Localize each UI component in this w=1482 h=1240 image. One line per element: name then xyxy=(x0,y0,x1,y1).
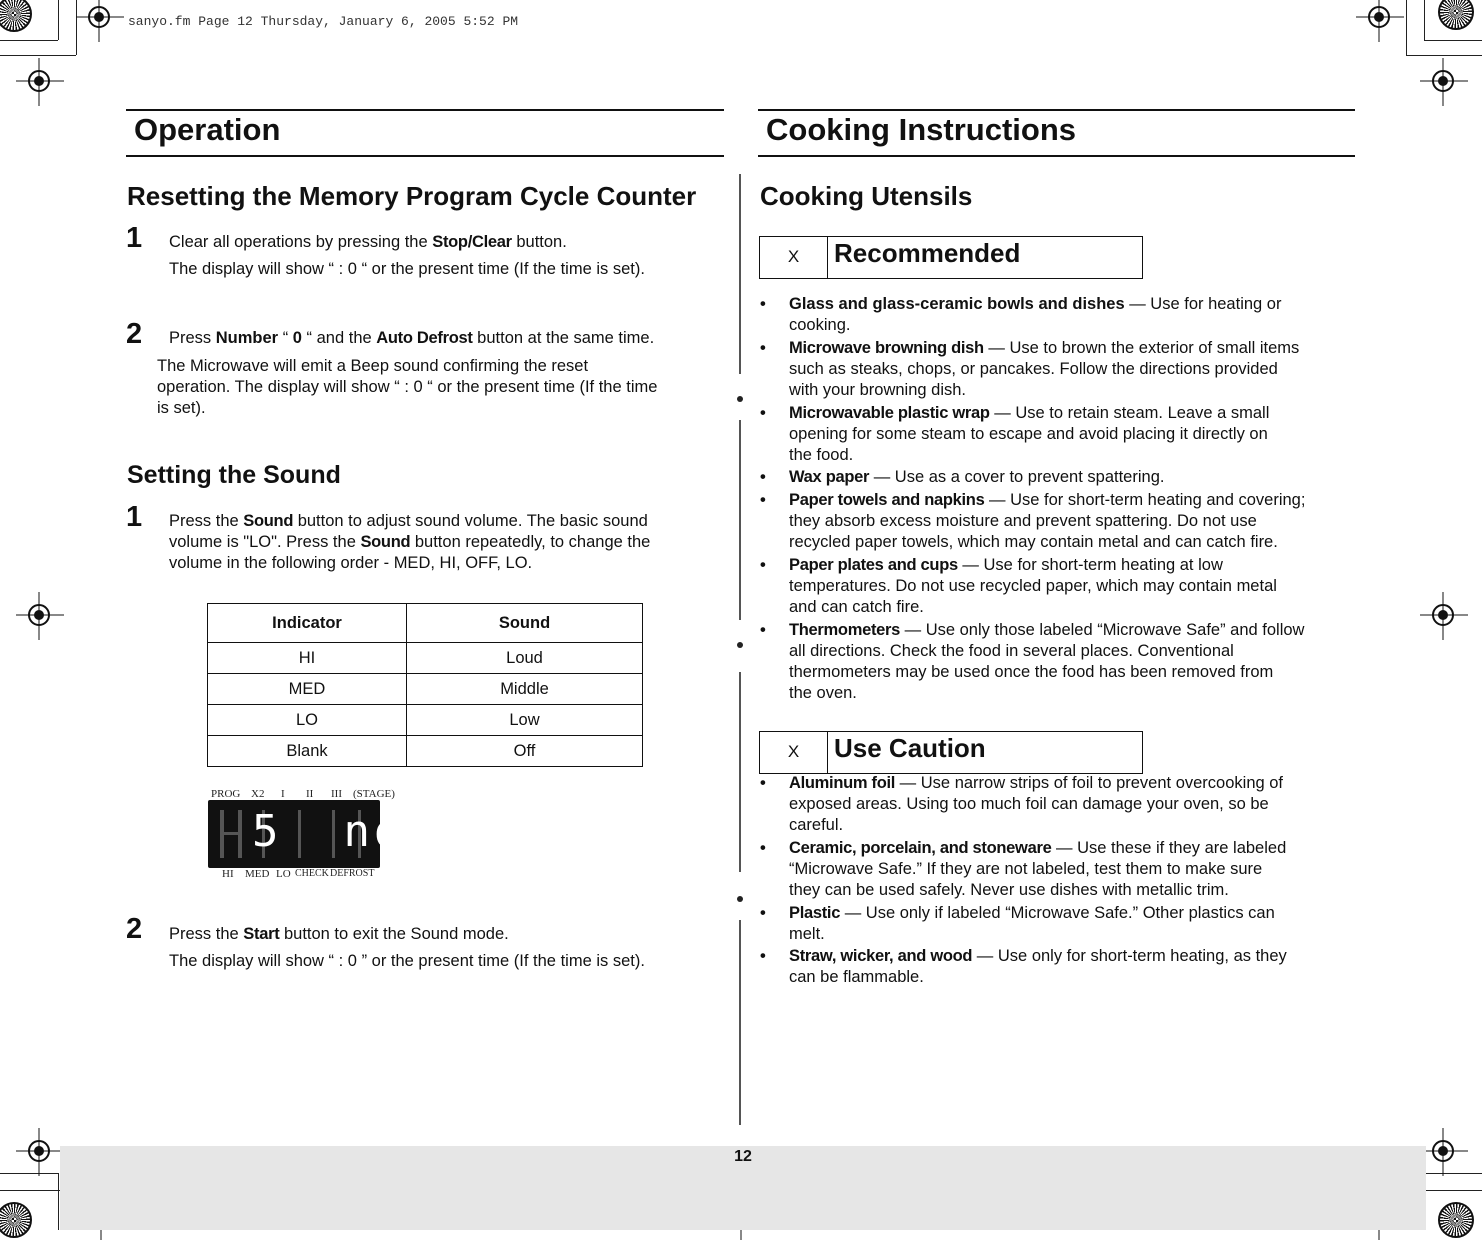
color-bar-star-icon xyxy=(0,1202,32,1238)
sound-button-label: Sound xyxy=(243,512,294,530)
list-item-text: Glass and glass-ceramic bowls and dishes — Use for heating or cooking. xyxy=(789,295,1282,334)
utensil-term: Aluminum foil xyxy=(789,774,896,792)
column-divider xyxy=(739,672,741,872)
number-button-label: Number xyxy=(215,329,279,347)
lcd-label-stage-1: I xyxy=(281,788,285,800)
utensil-term: Plastic xyxy=(789,904,841,922)
caution-header-box xyxy=(759,731,1143,774)
section-title-cooking-instructions: Cooking Instructions xyxy=(766,112,1076,147)
print-header: sanyo.fm Page 12 Thursday, January 6, 2005 5:52 PM xyxy=(128,14,519,29)
utensil-term: Microwave browning dish xyxy=(789,339,984,357)
sound-button-label: Sound xyxy=(360,533,411,551)
auto-defrost-button-label: Auto Defrost xyxy=(376,329,473,347)
reset-step1-note: The display will show “ : 0 “ or the present time (If the time is set). xyxy=(169,260,645,278)
lcd-label-lo: LO xyxy=(276,868,291,880)
section-title-operation: Operation xyxy=(134,112,281,147)
list-item-text: Plastic — Use only if labeled “Microwave Safe.” Other plastics can melt. xyxy=(789,904,1275,943)
sound-step1-text: Press the Sound button to adjust sound volume. The basic sound volume is "LO". Press the Sound button repeatedly, to change the volume in the following order - MED, HI, OFF, LO. xyxy=(169,512,651,572)
bullet-icon: • xyxy=(760,904,766,922)
recommended-label: Recommended xyxy=(834,238,1021,268)
section-rule-bottom xyxy=(758,155,1355,157)
utensil-term: Thermometers xyxy=(789,621,901,639)
bullet-icon: • xyxy=(760,491,766,509)
utensil-term: Paper towels and napkins xyxy=(789,491,985,509)
reset-step1-text: Clear all operations by pressing the Stop/Clear button. xyxy=(169,233,567,251)
utensil-term: Wax paper xyxy=(789,468,870,486)
step-number: 2 xyxy=(126,913,143,945)
utensil-term: Glass and glass-ceramic bowls and dishes xyxy=(789,295,1125,313)
bullet-icon: • xyxy=(760,339,766,357)
bullet-icon: • xyxy=(760,947,766,965)
lcd-label-prog: PROG xyxy=(211,788,241,800)
utensil-term: Microwavable plastic wrap xyxy=(789,404,990,422)
list-item-text: Microwave browning dish — Use to brown the exterior of small items such as steaks, chops, or pancakes. Follow the directions provided with your browning dish. xyxy=(789,339,1300,399)
divider-dot xyxy=(737,642,743,648)
bullet-icon: • xyxy=(760,295,766,313)
step-number: 2 xyxy=(126,318,143,350)
table-row: LO Low xyxy=(208,705,643,736)
step-number: 1 xyxy=(126,501,143,533)
list-item-text: Microwavable plastic wrap — Use to retain steam. Leave a small opening for some steam to escape and avoid placing it directly on the food. xyxy=(789,404,1270,464)
bullet-icon: • xyxy=(760,621,766,639)
start-button-label: Start xyxy=(243,925,280,943)
lcd-label-stage-3: III xyxy=(331,788,342,800)
page-footer xyxy=(60,1146,1426,1230)
lcd-label-defrost: DEFROST xyxy=(330,868,375,879)
bullet-icon: • xyxy=(760,774,766,792)
column-header: Sound xyxy=(407,604,643,643)
lcd-label-med: MED xyxy=(245,868,270,880)
color-bar-star-icon xyxy=(1438,1202,1474,1238)
section-rule-bottom xyxy=(126,155,724,157)
color-bar-star-icon xyxy=(1438,0,1474,30)
registration-mark-icon xyxy=(88,6,110,28)
bullet-icon: • xyxy=(760,404,766,422)
list-item-text: Straw, wicker, and wood — Use only for short-term heating, as they can be flammable. xyxy=(789,947,1287,986)
utensil-term: Ceramic, porcelain, and stoneware xyxy=(789,839,1052,857)
recommended-header-box xyxy=(759,236,1143,279)
sound-table xyxy=(207,603,643,767)
registration-mark-icon xyxy=(1432,1140,1454,1162)
reset-step2-text: Press Number “ 0 “ and the Auto Defrost button at the same time. xyxy=(169,329,655,347)
caution-mark: X xyxy=(760,732,828,773)
list-item-text: Ceramic, porcelain, and stoneware — Use these if they are labeled “Microwave Safe.” If they are not labeled, test them to make sure they can be used safely. Never use dishes with metallic trim. xyxy=(789,839,1287,899)
lcd-label-hi: HI xyxy=(222,868,234,880)
color-bar-star-icon xyxy=(0,0,32,32)
table-row: HI Loud xyxy=(208,643,643,674)
recommended-mark: X xyxy=(760,237,828,278)
registration-mark-icon xyxy=(28,1140,50,1162)
utensil-term: Straw, wicker, and wood xyxy=(789,947,973,965)
list-item-text: Thermometers — Use only those labeled “Microwave Safe” and follow all directions. Check the food in several places. Conventional thermometers may be used once the food has been removed from the oven. xyxy=(789,621,1305,702)
heading-reset-counter: Resetting the Memory Program Cycle Counter xyxy=(127,181,697,211)
section-rule-top xyxy=(126,109,724,111)
table-row: Blank Off xyxy=(208,736,643,767)
list-item-text: Aluminum foil — Use narrow strips of foil to prevent overcooking of exposed areas. Using too much foil can damage your oven, so be careful. xyxy=(789,774,1284,834)
table-row: MED Middle xyxy=(208,674,643,705)
lcd-readout: 5 nd xyxy=(252,806,405,857)
reset-step2-note: The Microwave will emit a Beep sound confirming the reset operation. The display will show “ : 0 “ or the present time (If the time is set). xyxy=(157,357,658,417)
bullet-icon: • xyxy=(760,468,766,486)
sound-step2-text: Press the Start button to exit the Sound mode. xyxy=(169,925,509,943)
heading-cooking-utensils: Cooking Utensils xyxy=(760,181,973,211)
column-divider xyxy=(739,920,741,1125)
stop-clear-button-label: Stop/Clear xyxy=(432,233,512,251)
step-number: 1 xyxy=(126,222,143,254)
divider-dot xyxy=(737,396,743,402)
caution-label: Use Caution xyxy=(834,733,986,763)
sound-step2-note: The display will show “ : 0 ” or the present time (If the time is set). xyxy=(169,952,645,970)
bullet-icon: • xyxy=(760,839,766,857)
bullet-icon: • xyxy=(760,556,766,574)
heading-setting-sound: Setting the Sound xyxy=(127,461,341,489)
lcd-label-stage-2: II xyxy=(306,788,314,800)
list-item-text: Paper towels and napkins — Use for short-term heating and covering; they absorb excess moisture and prevent spattering. Do not use recycled paper towels, which may contain metal and can catch fire. xyxy=(789,491,1306,551)
column-divider xyxy=(739,420,741,620)
utensil-term: Paper plates and cups xyxy=(789,556,958,574)
section-rule-top xyxy=(758,109,1355,111)
registration-mark-icon xyxy=(28,70,50,92)
lcd-display xyxy=(208,800,405,868)
column-divider xyxy=(739,174,741,374)
list-item-text: Paper plates and cups — Use for short-term heating at low temperatures. Do not use recycled paper, which may contain metal and can catch fire. xyxy=(789,556,1277,616)
divider-dot xyxy=(737,896,743,902)
registration-mark-icon xyxy=(1432,70,1454,92)
list-item-text: Wax paper — Use as a cover to prevent spattering. xyxy=(789,468,1165,486)
page-number: 12 xyxy=(734,1148,752,1165)
registration-mark-icon xyxy=(1368,6,1390,28)
column-header: Indicator xyxy=(208,604,407,643)
lcd-label-stage: (STAGE) xyxy=(353,788,395,800)
lcd-label-x2: X2 xyxy=(251,788,265,800)
registration-mark-icon xyxy=(1432,604,1454,626)
lcd-label-check: CHECK xyxy=(295,868,329,879)
table-header-row xyxy=(208,604,643,643)
registration-mark-icon xyxy=(28,604,50,626)
